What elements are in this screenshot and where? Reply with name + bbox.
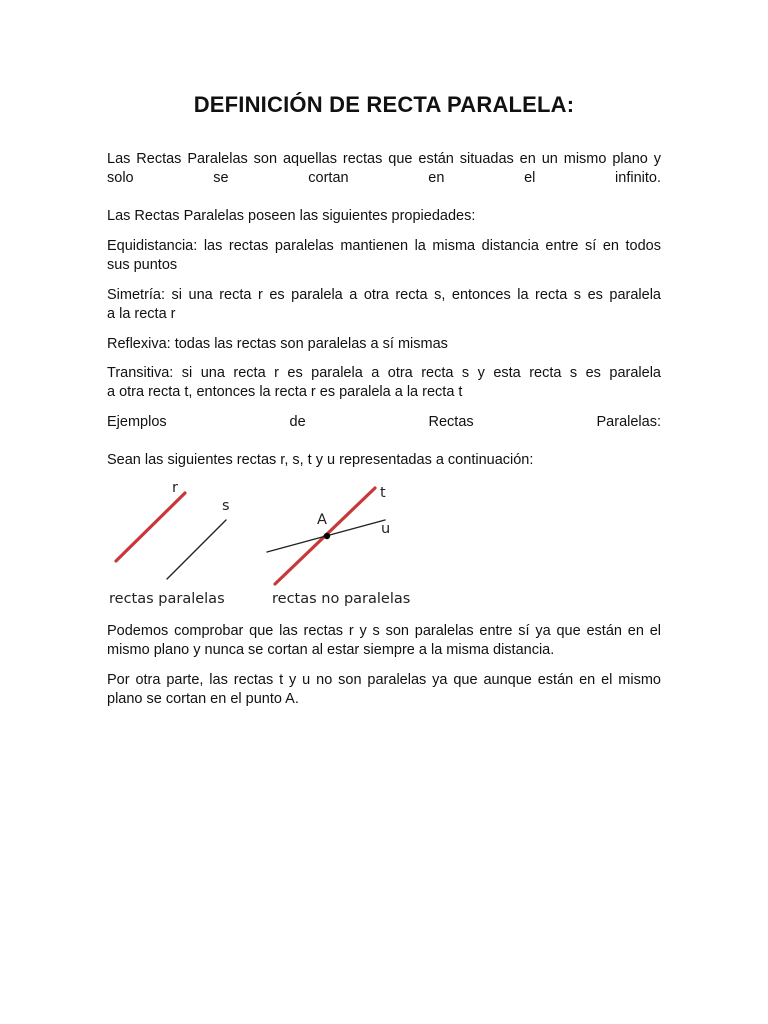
reflexiva-text: Reflexiva: todas las rectas son paralelas a sí mismas: [107, 336, 448, 352]
comprobar-line-2: mismo plano y nunca se cortan al estar siempre a la misma distancia.: [107, 642, 555, 658]
label-r: r: [172, 480, 178, 496]
equidistancia-line-2: sus puntos: [107, 257, 178, 273]
line-s: [167, 520, 226, 579]
label-a: A: [317, 512, 327, 528]
simetria-line-2: a la recta r: [107, 306, 176, 322]
caption-not-parallel: rectas no paralelas: [272, 591, 411, 607]
line-r: [116, 493, 185, 561]
label-t: t: [380, 485, 386, 501]
intersection-point-a: [324, 533, 330, 539]
caption-parallel: rectas paralelas: [109, 591, 225, 607]
page-title: DEFINICIÓN DE RECTA PARALELA:: [193, 92, 575, 117]
otra-parte-line-2: plano se cortan en el punto A.: [107, 691, 299, 707]
transitiva-line-2: a otra recta t, entonces la recta r es paralela a la recta t: [107, 384, 463, 400]
definition-line-1: Las Rectas Paralelas son aquellas rectas que están situadas en un mismo plano y: [107, 151, 661, 167]
simetria-line-1: Simetría: si una recta r es paralela a otra recta s, entonces la recta s es paralela: [107, 287, 661, 303]
properties-intro: Las Rectas Paralelas poseen las siguientes propiedades:: [107, 208, 476, 224]
ejemplos-heading: Ejemplos de Rectas Paralelas:: [107, 414, 661, 430]
label-s: s: [222, 498, 230, 514]
label-u: u: [381, 521, 391, 537]
definition-line-2: solo se cortan en el infinito.: [107, 170, 661, 186]
transitiva-line-1: Transitiva: si una recta r es paralela a otra recta s y esta recta s es paralela: [107, 365, 661, 381]
sean-text: Sean las siguientes rectas r, s, t y u representadas a continuación:: [107, 452, 534, 468]
equidistancia-line-1: Equidistancia: las rectas paralelas mantienen la misma distancia entre sí en todos: [107, 238, 661, 254]
otra-parte-line-1: Por otra parte, las rectas t y u no son paralelas ya que aunque están en el mismo: [107, 672, 661, 688]
comprobar-line-1: Podemos comprobar que las rectas r y s son paralelas entre sí ya que están en el: [107, 623, 661, 639]
